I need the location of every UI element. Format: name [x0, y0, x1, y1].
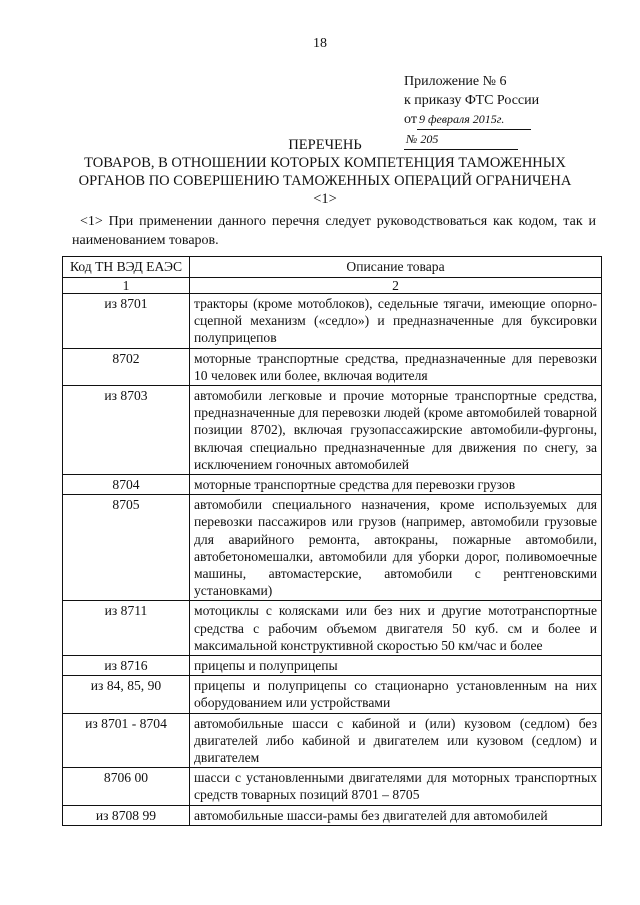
- table-row: [63, 805, 602, 825]
- annex-date-prefix: от: [404, 112, 417, 127]
- page-number: 18: [313, 36, 327, 51]
- row-description: прицепы и полуприцепы: [190, 656, 602, 676]
- row-description: моторные транспортные средства, предназначенные для перевозки 10 человек или более, включая водителя: [190, 348, 602, 385]
- annex-order-number: № 205: [404, 130, 518, 150]
- table-row: [63, 713, 602, 768]
- row-description: автомобильные шасси с кабиной и (или) кузовом (седлом) без двигателей либо кабиной и двигателем или кузовом (седлом) и двигателем: [190, 713, 602, 768]
- row-code: из 8708 99: [63, 805, 190, 825]
- table-row: [63, 768, 602, 805]
- row-code: из 84, 85, 90: [63, 676, 190, 713]
- header-description: Описание товара: [190, 257, 602, 278]
- table-row: [63, 348, 602, 385]
- row-code: 8706 00: [63, 768, 190, 805]
- footnote-text: <1> При применении данного перечня следует руководствоваться как кодом, так и наименованием товаров.: [72, 214, 596, 248]
- column-number-1: 1: [63, 278, 190, 294]
- table-header-row: [63, 257, 602, 278]
- title-footnote-mark: <1>: [313, 191, 337, 207]
- table-row: [63, 386, 602, 475]
- row-code: из 8701: [63, 294, 190, 349]
- row-code: 8705: [63, 495, 190, 601]
- goods-table: [62, 256, 602, 826]
- annex-line-2: к приказу ФТС России: [404, 93, 540, 108]
- title-line-2: ТОВАРОВ, В ОТНОШЕНИИ КОТОРЫХ КОМПЕТЕНЦИЯ ТАМОЖЕННЫХ: [84, 155, 566, 171]
- title-line-1: ПЕРЕЧЕНЬ: [288, 137, 362, 153]
- table-column-numbers: [63, 278, 602, 294]
- row-code: из 8716: [63, 656, 190, 676]
- row-description: автомобильные шасси-рамы без двигателей для автомобилей: [190, 805, 602, 825]
- table-row: [63, 656, 602, 676]
- row-description: тракторы (кроме мотоблоков), седельные тягачи, имеющие опорно-сцепной механизм («седло») и предназначенные для буксировки полуприцепов: [190, 294, 602, 349]
- table-row: [63, 475, 602, 495]
- title-line-3: ОРГАНОВ ПО СОВЕРШЕНИЮ ТАМОЖЕННЫХ ОПЕРАЦИЙ ОГРАНИЧЕНА: [78, 173, 572, 189]
- document-title: [60, 136, 590, 208]
- row-description: прицепы и полуприцепы со стационарно установленным на них оборудованием или устройствами: [190, 676, 602, 713]
- table-row: [63, 495, 602, 601]
- table-body: [63, 294, 602, 826]
- column-number-2: 2: [190, 278, 602, 294]
- row-description: шасси с установленными двигателями для моторных транспортных средств товарных позиций 8701 – 8705: [190, 768, 602, 805]
- row-code: из 8703: [63, 386, 190, 475]
- row-description: автомобили специального назначения, кроме используемых для перевозки пассажиров или грузов (например, автомобили грузовые для аварийного ремонта, автокраны, пожарные автомобили, автобетономешалки, автомобили для уборки дорог, поливомоечные машины, автомастерские, автомобили с рентгеновскими установками): [190, 495, 602, 601]
- table-row: [63, 676, 602, 713]
- annex-date: 9 февраля 2015г.: [417, 110, 531, 130]
- row-description: мотоциклы с колясками или без них и другие мототранспортные средства с рабочим объемом двигателя 50 куб. см и более и максимальной конструктивной скоростью 50 км/час и более: [190, 601, 602, 656]
- row-code: из 8701 - 8704: [63, 713, 190, 768]
- annex-line-1: Приложение № 6: [404, 74, 507, 89]
- row-code: из 8711: [63, 601, 190, 656]
- table-row: [63, 601, 602, 656]
- row-code: 8702: [63, 348, 190, 385]
- row-code: 8704: [63, 475, 190, 495]
- header-code: Код ТН ВЭД ЕАЭС: [63, 257, 190, 278]
- table-row: [63, 294, 602, 349]
- row-description: автомобили легковые и прочие моторные транспортные средства, предназначенные для перевозки людей (кроме автомобилей товарной позиции 8702), включая грузопассажирские автомобили-фургоны, включая специально предназначенные для движения по снегу, за исключением гоночных автомобилей: [190, 386, 602, 475]
- row-description: моторные транспортные средства для перевозки грузов: [190, 475, 602, 495]
